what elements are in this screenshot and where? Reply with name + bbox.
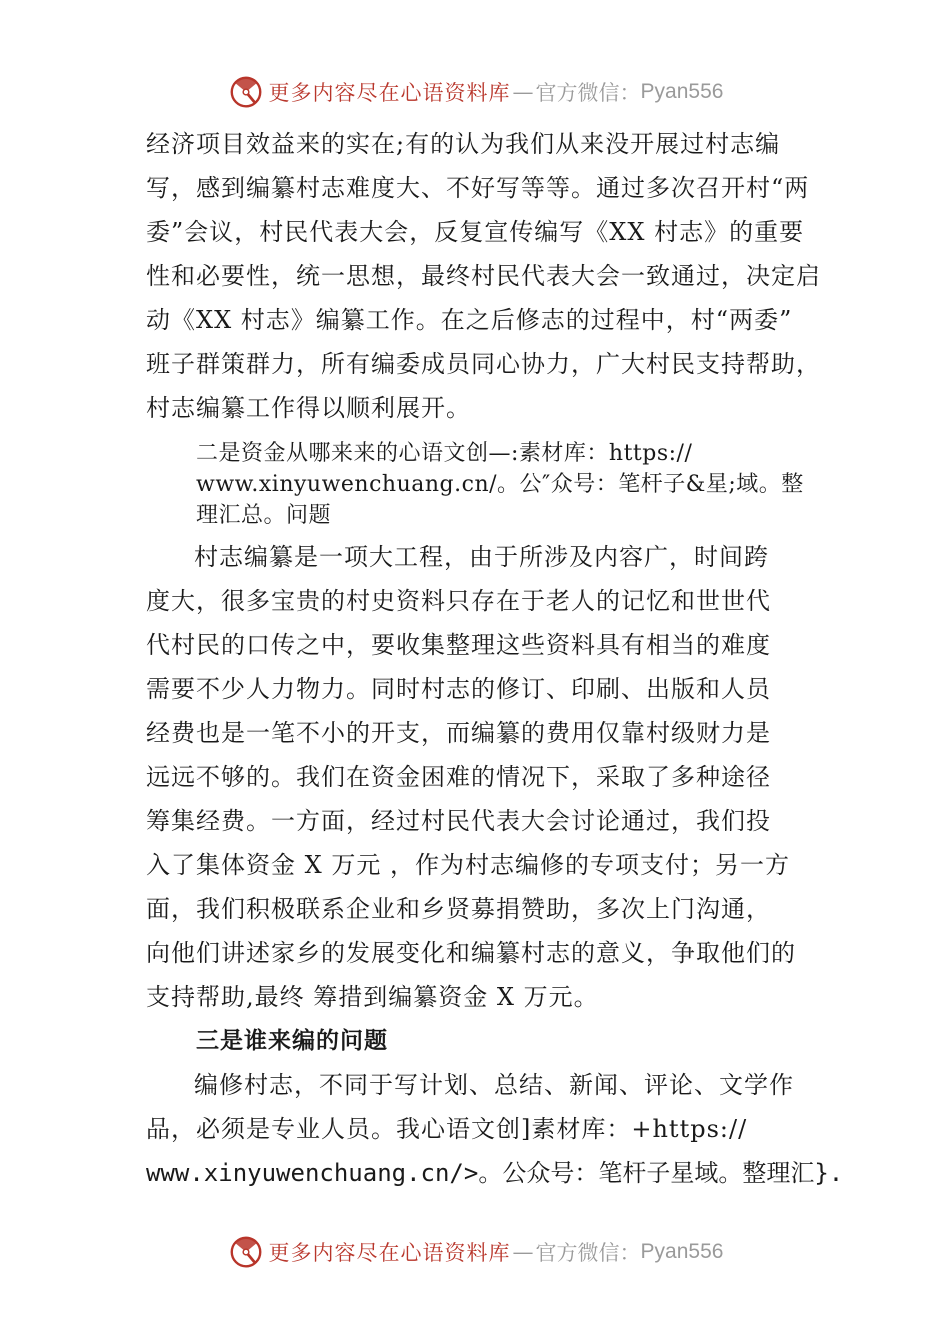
banner-contact-label: 官方微信： [535,81,641,105]
paragraph-1 [146,122,826,430]
text-line: 经费也是一笔不小的开支，而编纂的费用仅靠村级财力是 [146,719,771,747]
text-line: 动《XX 村志》编纂工作。在之后修志的过程中，村“两委” [146,306,793,334]
text-line: www.xinyuwenchuang.cn/。公″众号：笔杆子&星;域。整 [196,472,804,497]
banner-separator: — [512,80,534,104]
text-line: 委”会议，村民代表大会，反复宣传编写《XX 村志》的重要 [146,218,805,246]
footer-banner [0,1232,950,1272]
text-line: 远远不够的。我们在资金困难的情况下，采取了多种途径 [146,763,771,791]
paragraph-3 [146,1063,844,1195]
text-line: 编修村志，不同于写计划、总结、新闻、评论、文学作 [194,1071,794,1099]
fan-logo-icon [227,1233,265,1271]
banner-contact-label: 官方微信： [535,1241,641,1265]
document-body [146,122,844,1195]
text-line: 品，必须是专业人员。我心语文创]素材库：+https:// [146,1115,748,1143]
text-line: 理汇总。问题 [196,503,332,528]
text-line: 村志编纂工作得以顺利展开。 [146,394,471,422]
text-line: 班子群策群力，所有编委成员同心协力，广大村民支持帮助， [146,350,821,378]
banner-text: 更多内容尽在心语资料库 [268,1241,511,1265]
text-line: 支持帮助,最终 筹措到编纂资金 X 万元。 [146,983,599,1011]
text-line: 二是资金从哪来来的心语文创—:素材库：https:// [196,441,693,466]
section-3-heading: 三是谁来编的问题 [196,1028,388,1054]
text-line: 向他们讲述家乡的发展变化和编纂村志的意义，争取他们的 [146,939,796,967]
banner-text: 更多内容尽在心语资料库 [268,81,511,105]
text-line: 度大，很多宝贵的村史资料只存在于老人的记忆和世世代 [146,587,771,615]
text-line: 需要不少人力物力。同时村志的修订、印刷、出版和人员 [146,675,771,703]
text-line: 写，感到编纂村志难度大、不好写等等。通过多次召开村“两 [146,174,810,202]
text-line: 入了集体资金 X 万元 ，作为村志编修的专项支付；另一方 [146,851,790,879]
section-2-heading [146,438,826,531]
paragraph-2 [146,535,826,1019]
banner-separator: — [512,1240,534,1264]
text-line: 村志编纂是一项大工程，由于所涉及内容广，时间跨 [194,543,769,571]
banner-contact-id: Pyan556 [640,80,724,103]
text-line: 代村民的口传之中，要收集整理这些资料具有相当的难度 [146,631,771,659]
text-line: www.xinyuwenchuang.cn/>。公众号：笔杆子星域。整理汇}. [146,1159,844,1187]
text-line: 性和必要性，统一思想，最终村民代表大会一致通过，决定启 [146,262,821,290]
banner-contact-id: Pyan556 [640,1240,724,1263]
text-line: 筹集经费。一方面，经过村民代表大会讨论通过，我们投 [146,807,771,835]
header-banner [0,72,950,112]
fan-logo-icon [227,73,265,111]
text-line: 面，我们积极联系企业和乡贤募捐赞助，多次上门沟通， [146,895,771,923]
text-line: 经济项目效益来的实在;有的认为我们从来没开展过村志编 [146,130,781,158]
